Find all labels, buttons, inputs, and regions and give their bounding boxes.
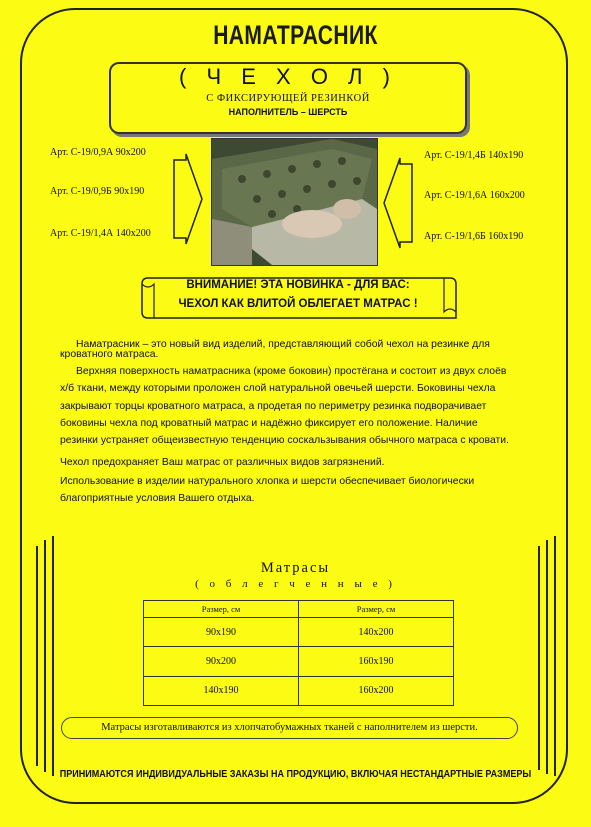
description-p2-line1: Верхняя поверхность наматрасника (кроме боковин) простёгана и состоит из двух слоёв	[76, 366, 507, 377]
note-box: Матрасы изготавливаются из хлопчатобумажных тканей с наполнителем из шерсти.	[61, 717, 518, 739]
description-p2-line2: х/б ткани, между которыми проложен слой натуральной овечьей шерсти. Боковины чехла	[60, 383, 496, 394]
description-p2-line4: боковины чехла под кроватный матрас и надёжно фиксирует его положение. Наличие	[60, 418, 478, 429]
cover-title: ( Ч Е Х О Л )	[179, 64, 397, 89]
product-photo	[211, 138, 378, 266]
table-row	[144, 618, 454, 647]
description-p2-line3: закрывают торцы кроватного матраса, а продетая по периметру резинка подворачивает	[60, 401, 487, 412]
cover-subtitle: С ФИКСИРУЮЩЕЙ РЕЗИНКОЙ	[206, 93, 370, 104]
arrow-left-icon	[382, 156, 414, 250]
table-row	[144, 676, 454, 705]
table-cell: 160х190	[299, 647, 454, 676]
description-p1-line1: Наматрасник – это новый вид изделий, представляющий собой чехол на резинке для	[76, 339, 490, 350]
article-right-1: Арт. С-19/1,4Б 140х190	[424, 150, 524, 161]
table-row	[144, 647, 454, 676]
table-header-cell: Размер, см	[299, 601, 454, 618]
mattresses-title: Матрасы	[260, 560, 331, 576]
description-p3: Чехол предохраняет Ваш матрас от различных видов загрязнений.	[60, 457, 385, 468]
mattresses-subtitle: ( о б л е г ч е н н ы е )	[195, 578, 396, 590]
table-cell: 160х200	[299, 676, 454, 705]
article-left-3: Арт. С-19/1,4А 140х200	[50, 228, 151, 239]
warning-line-2: ЧЕХОЛ КАК ВЛИТОЙ ОБЛЕГАЕТ МАТРАС !	[178, 298, 418, 310]
cover-filler: НАПОЛНИТЕЛЬ – ШЕРСТЬ	[228, 107, 348, 117]
page-title: НАМАТРАСНИК	[213, 20, 378, 50]
footer-text: ПРИНИМАЮТСЯ ИНДИВИДУАЛЬНЫЕ ЗАКАЗЫ НА ПРОДУКЦИЮ, ВКЛЮЧАЯ НЕСТАНДАРТНЫЕ РАЗМЕРЫ	[59, 768, 532, 780]
arrow-right-icon	[172, 152, 204, 246]
table-header-row	[144, 601, 454, 618]
article-right-2: Арт. С-19/1,6А 160х200	[424, 190, 525, 201]
table-cell: 140х190	[144, 676, 299, 705]
description-p2-line5: резинки устраняет общеизвестную тенденцию соскальзывания обычного матраса с кровати.	[60, 435, 509, 446]
table-cell: 140х200	[299, 618, 454, 647]
article-left-2: Арт. С-19/0,9Б 90х190	[50, 186, 145, 197]
table-header-cell: Размер, см	[144, 601, 299, 618]
table-cell: 90х200	[144, 647, 299, 676]
sizes-table	[143, 600, 454, 706]
warning-line-1: ВНИМАНИЕ! ЭТА НОВИНКА - ДЛЯ ВАС:	[186, 279, 410, 291]
article-left-1: Арт. С-19/0,9А 90х200	[50, 147, 146, 158]
description-p1-line2: кроватного матраса.	[60, 349, 159, 360]
description-p4-line1: Использование в изделии натурального хлопка и шерсти обеспечивает биологически	[60, 476, 475, 487]
article-right-3: Арт. С-19/1,6Б 160х190	[424, 231, 524, 242]
table-cell: 90х190	[144, 618, 299, 647]
description-p4-line2: благоприятные условия Вашего отдыха.	[60, 493, 255, 504]
